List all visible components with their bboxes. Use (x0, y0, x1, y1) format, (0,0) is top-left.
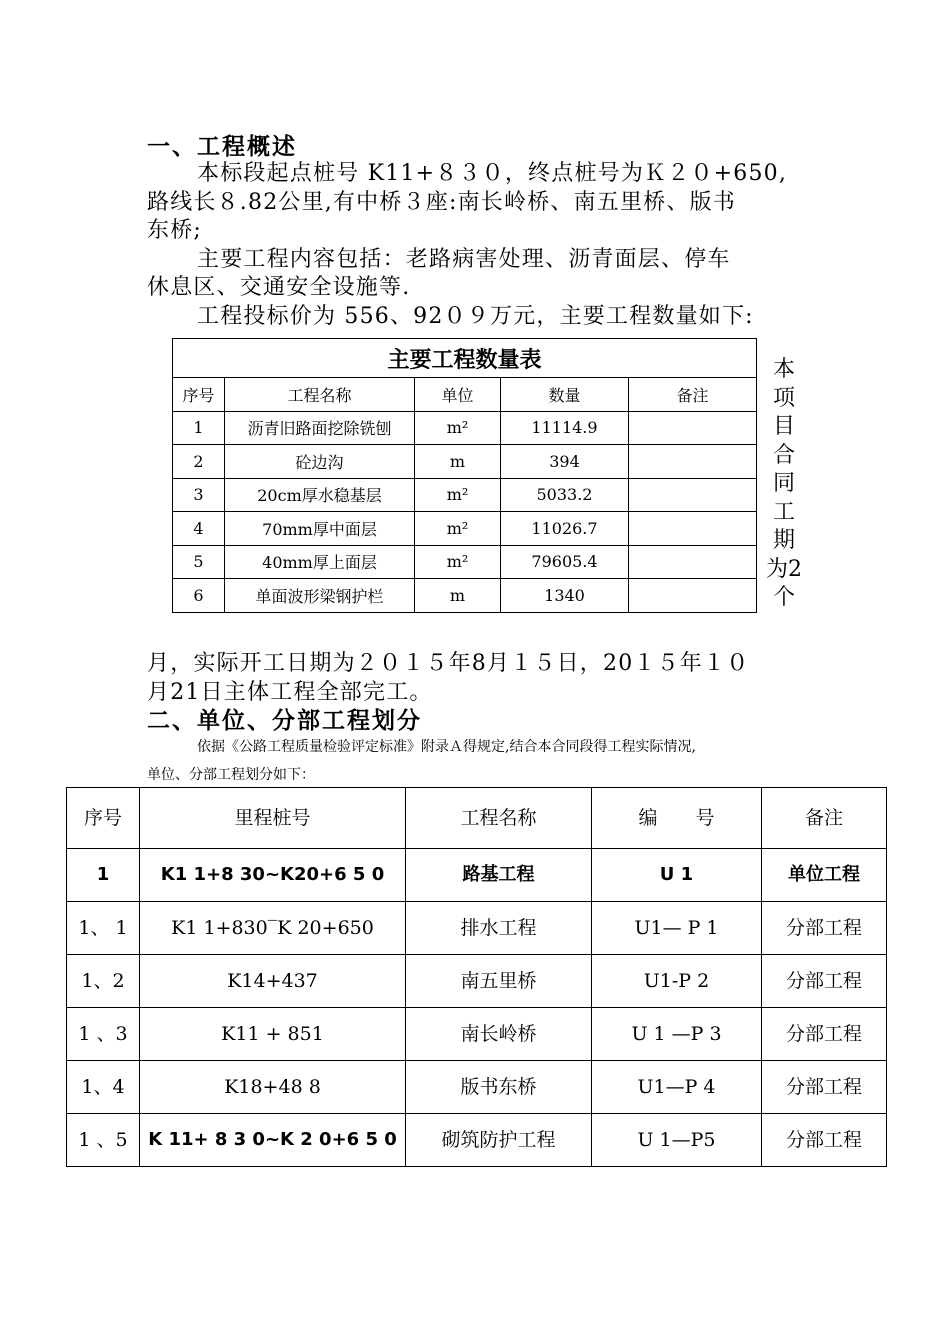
cell: 20cm厚水稳基层 (225, 478, 415, 512)
overview-line-4: 主要工程内容包括：老路病害处理、沥青面层、停车 (197, 247, 731, 272)
cell: 79605.4 (501, 545, 629, 579)
cell: U1-P 2 (592, 955, 762, 1008)
header-cell: 序号 (173, 378, 225, 412)
table-row (173, 445, 757, 479)
cell: K1 1+830‾K 20+650 (140, 902, 406, 955)
overview-line-3: 东桥; (147, 218, 203, 243)
table-row (173, 545, 757, 579)
cell: U 1 (592, 849, 762, 902)
quantity-table (172, 338, 757, 613)
table-row (67, 1114, 887, 1167)
cell (629, 445, 757, 479)
table-row (67, 1061, 887, 1114)
cell: 分部工程 (762, 1008, 887, 1061)
header-cell: 序号 (67, 788, 140, 849)
quantity-table-header (173, 378, 757, 412)
cell: 路基工程 (406, 849, 592, 902)
section2-heading: 二、单位、分部工程划分 (147, 708, 422, 734)
cell: K11 + 851 (140, 1008, 406, 1061)
cell: U1—P 4 (592, 1061, 762, 1114)
cell: 11026.7 (501, 512, 629, 546)
cell: 分部工程 (762, 1061, 887, 1114)
division-note-2: 单位、分部工程划分如下： (147, 767, 315, 783)
cell: 分部工程 (762, 955, 887, 1008)
cell: 1340 (501, 579, 629, 613)
division-table (66, 787, 887, 1167)
completion-line-2: 月21日主体工程全部完工。 (147, 680, 433, 705)
overview-line-5: 休息区、交通安全设施等. (147, 275, 411, 300)
cell: 分部工程 (762, 902, 887, 955)
cell: 3 (173, 478, 225, 512)
cell: 版书东桥 (406, 1061, 592, 1114)
cell: 1 (67, 849, 140, 902)
cell: m² (415, 478, 501, 512)
cell: 单面波形梁钢护栏 (225, 579, 415, 613)
header-cell: 备注 (762, 788, 887, 849)
header-cell: 里程桩号 (140, 788, 406, 849)
section1-heading: 一、工程概述 (147, 134, 297, 160)
cell: 砌筑防护工程 (406, 1114, 592, 1167)
overview-line-2: 路线长８.82公里,有中桥３座:南长岭桥、南五里桥、版书 (147, 190, 736, 215)
cell: 单位工程 (762, 849, 887, 902)
cell: 70mm厚中面层 (225, 512, 415, 546)
cell: 11114.9 (501, 411, 629, 445)
cell: 分部工程 (762, 1114, 887, 1167)
cell: m (415, 579, 501, 613)
cell: 5 (173, 545, 225, 579)
overview-line-6: 工程投标价为 556、92０９万元，主要工程数量如下: (197, 304, 754, 329)
header-cell: 单位 (415, 378, 501, 412)
table-row (67, 902, 887, 955)
cell: m² (415, 512, 501, 546)
table-row (173, 579, 757, 613)
cell: 1 、5 (67, 1114, 140, 1167)
cell: 南五里桥 (406, 955, 592, 1008)
table-row (173, 411, 757, 445)
cell: 沥青旧路面挖除铣刨 (225, 411, 415, 445)
division-table-header (67, 788, 887, 849)
cell: m² (415, 411, 501, 445)
header-cell: 工程名称 (225, 378, 415, 412)
cell: 砼边沟 (225, 445, 415, 479)
header-cell: 工程名称 (406, 788, 592, 849)
cell: 排水工程 (406, 902, 592, 955)
cell: 1、 1 (67, 902, 140, 955)
cell: 1、2 (67, 955, 140, 1008)
cell (629, 512, 757, 546)
cell: U1— P 1 (592, 902, 762, 955)
cell: K1 1+8 30~K20+6 5 0 (140, 849, 406, 902)
header-cell: 数量 (501, 378, 629, 412)
cell (629, 411, 757, 445)
table-row (67, 1008, 887, 1061)
cell: 1、4 (67, 1061, 140, 1114)
table-row (173, 478, 757, 512)
cell: 6 (173, 579, 225, 613)
division-note-1: 依据《公路工程质量检验评定标准》附录Ａ得规定,结合本合同段得工程实际情况, (197, 739, 696, 755)
cell: K 11+ 8 3 0~K 2 0+6 5 0 (140, 1114, 406, 1167)
side-vertical-text: 本项目合同工期为2个 (766, 357, 802, 610)
cell: 5033.2 (501, 478, 629, 512)
cell: 394 (501, 445, 629, 479)
header-cell: 备注 (629, 378, 757, 412)
cell: 南长岭桥 (406, 1008, 592, 1061)
cell: 2 (173, 445, 225, 479)
cell: 1 、3 (67, 1008, 140, 1061)
cell: 1 (173, 411, 225, 445)
cell: m² (415, 545, 501, 579)
cell: 4 (173, 512, 225, 546)
cell (629, 545, 757, 579)
header-cell: 编 号 (592, 788, 762, 849)
table-row (67, 955, 887, 1008)
quantity-table-title: 主要工程数量表 (173, 339, 757, 378)
table-row (173, 512, 757, 546)
cell: U 1—P5 (592, 1114, 762, 1167)
table-row (67, 849, 887, 902)
cell: K14+437 (140, 955, 406, 1008)
cell: K18+48 8 (140, 1061, 406, 1114)
cell: 40mm厚上面层 (225, 545, 415, 579)
completion-line-1: 月，实际开工日期为２０１５年8月１５日，20１５年１０ (147, 651, 750, 676)
cell: m (415, 445, 501, 479)
cell (629, 579, 757, 613)
overview-line-1: 本标段起点桩号 K11+８３０，终点桩号为Ｋ２０+650, (197, 161, 788, 186)
cell: U 1 —P 3 (592, 1008, 762, 1061)
cell (629, 478, 757, 512)
